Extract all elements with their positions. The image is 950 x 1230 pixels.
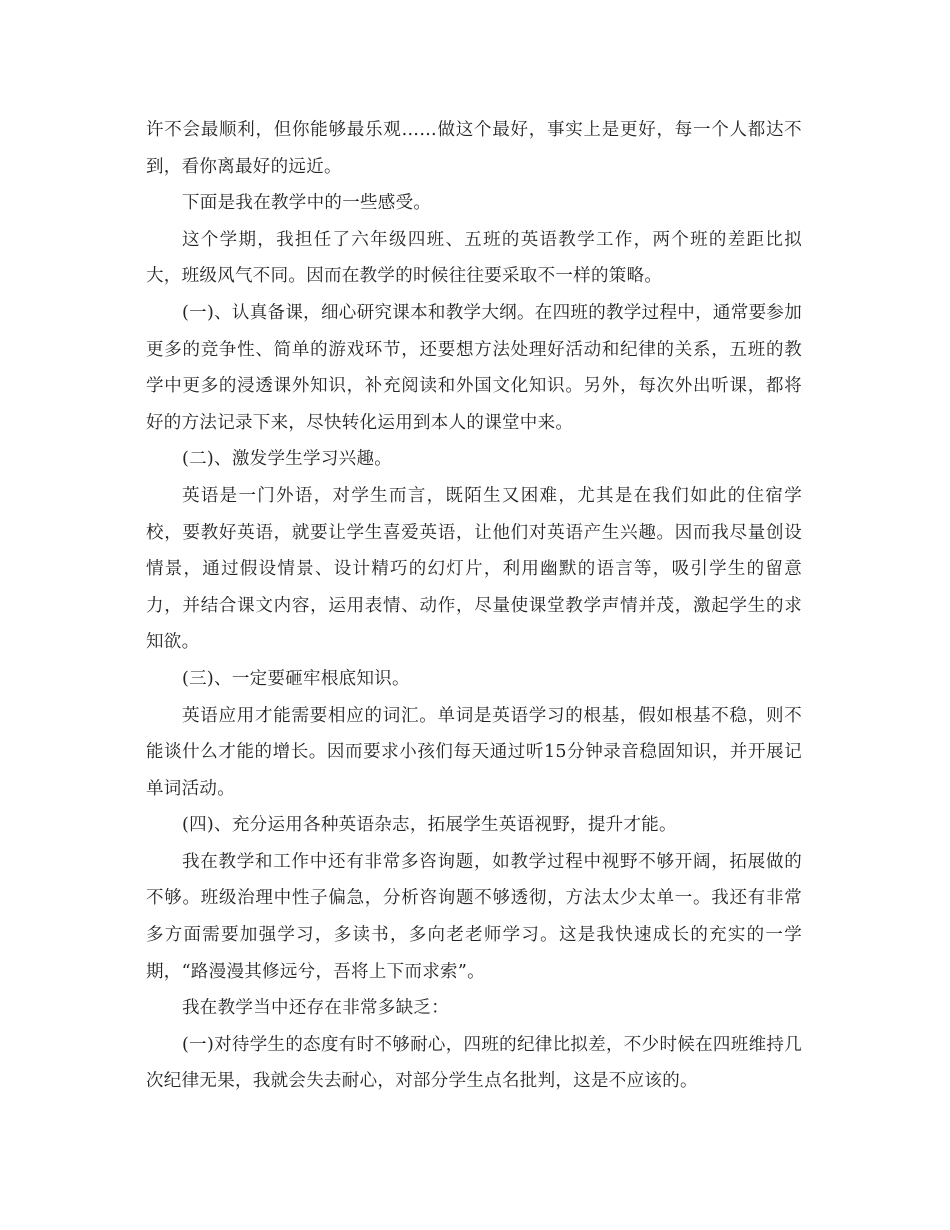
paragraph-11: 我在教学当中还存在非常多缺乏：: [182, 998, 449, 1019]
paragraph-4: (一)、认真备课，细心研究课本和教学大纲。在四班的教学过程中，通常要参加更多的竞争性、简单的游戏环节，还要想方法处理好活动和纪律的关系，五班的教学中更多的浸透课外知识，补充阅读和外国文化知识。另外，每次外出听课，都将好的方法记录下来，尽快转化运用到本人的课堂中来。: [146, 302, 802, 433]
document-page: [146, 112, 802, 1100]
paragraph-2: 下面是我在教学中的一些感受。: [182, 193, 432, 214]
paragraph-12: (一)对待学生的态度有时不够耐心，四班的纪律比拟差，不少时候在四班维持几次纪律无果，我就会失去耐心，对部分学生点名批判，这是不应该的。: [146, 1034, 802, 1092]
paragraph-1: 许不会最顺利，但你能够最乐观……做这个最好，事实上是更好，每一个人都达不到，看你离最好的远近。: [146, 120, 802, 177]
paragraph-9: (四)、充分运用各种英语杂志，拓展学生英语视野，提升才能。: [182, 815, 677, 836]
paragraph-6: 英语是一门外语，对学生而言，既陌生又困难，尤其是在我们如此的住宿学校，要教好英语，就要让学生喜爱英语，让他们对英语产生兴趣。因而我尽量创设情景，通过假设情景、设计精巧的幻灯片，利用幽默的语言等，吸引学生的留意力，并结合课文内容，运用表情、动作，尽量使课堂教学声情并茂，激起学生的求知欲。: [146, 485, 802, 653]
paragraph-5: (二)、激发学生学习兴趣。: [182, 449, 393, 470]
paragraph-10: 我在教学和工作中还有非常多咨询题，如教学过程中视野不够开阔，拓展做的不够。班级治理中性子偏急，分析咨询题不够透彻，方法太少太单一。我还有非常多方面需要加强学习，多读书，多向老老师学习。这是我快速成长的充实的一学期，“路漫漫其修远兮，吾将上下而求索”。: [146, 851, 802, 982]
paragraph-8: 英语应用才能需要相应的词汇。单词是英语学习的根基，假如根基不稳，则不能谈什么才能的增长。因而要求小孩们每天通过听15分钟录音稳固知识，并开展记单词活动。: [146, 705, 802, 799]
paragraph-7: (三)、一定要砸牢根底知识。: [182, 668, 410, 689]
paragraph-3: 这个学期，我担任了六年级四班、五班的英语教学工作，两个班的差距比拟大，班级风气不同。因而在教学的时候往往要采取不一样的策略。: [146, 229, 802, 287]
